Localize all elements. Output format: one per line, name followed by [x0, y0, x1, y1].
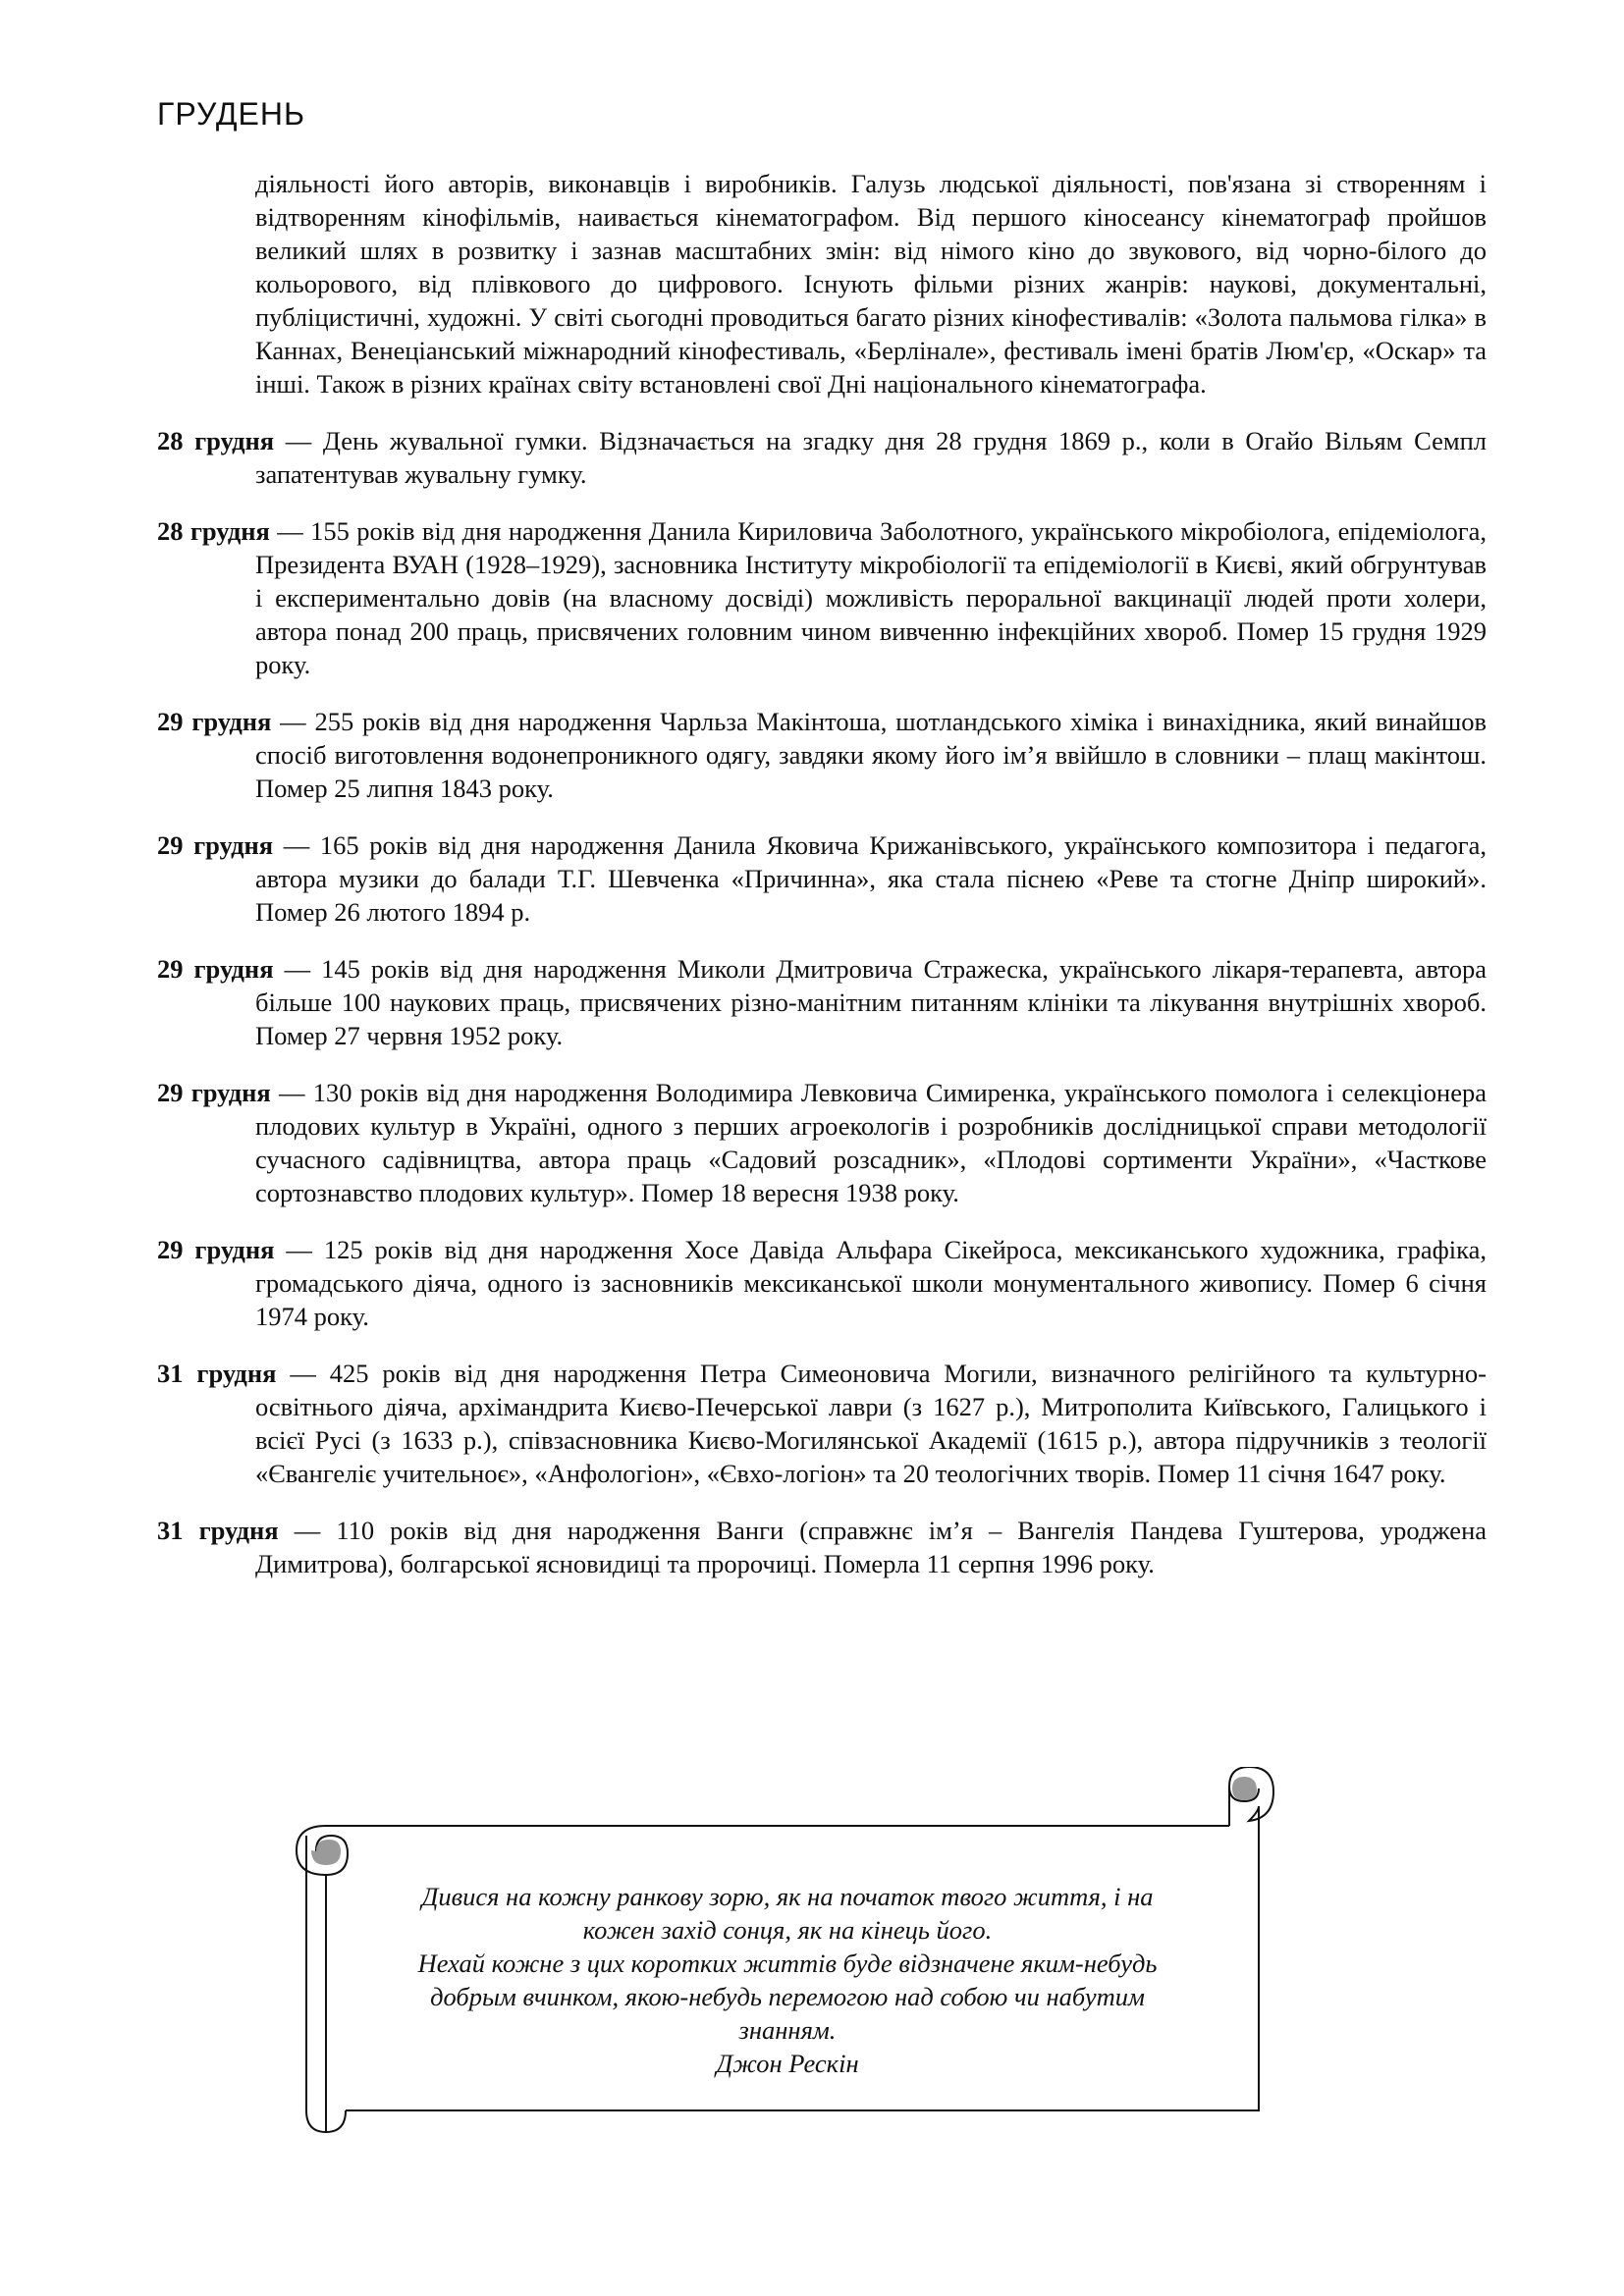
quote-line: знанням.	[738, 2015, 837, 2045]
quote-author: Джон Рескін	[716, 2049, 859, 2078]
entry-date: 29 грудня	[157, 1078, 271, 1107]
entry-vanga	[157, 1514, 1487, 1580]
entry-date: 29 грудня	[157, 954, 274, 984]
entry-kryzhanivskyi	[157, 828, 1487, 929]
entry-text: — 165 років від дня народження Данила Яковича Крижанівського, українського композитора і педагога, автора музики до балади Т.Г. Шевченка «Причинна», яка стала піснею «Реве та стогне Дніпр широкий». Помер 26 лютого 1894 р.	[255, 830, 1488, 927]
entry-date: 29 грудня	[157, 707, 272, 736]
intro-paragraph: діяльності його авторів, виконавців і виробників. Галузь людської діяльності, пов'язана зі створенням і відтворенням кінофільмів, наивається кінематографом. Від першого кіносеансу кінематограф пройшов великий шлях в розвитку і зазнав масштабних змін: від німого кіно до звукового, від чорно-білого до кольорового, від плівкового до цифрового. Існують фільми різних жанрів: наукові, документальні, публіцистичні, художні. У світі сьогодні проводиться багато різних кінофестивалів: «Золота пальмова гілка» в Каннах, Венеціанський міжнародний кінофестиваль, «Берлінале», фестиваль імені братів Люм'єр, «Оскар» та інші. Також в різних країнах світу встановлені свої Дні національного кінематографа.	[255, 169, 1487, 399]
entry-text: — День жувальної гумки. Відзначається на згадку дня 28 грудня 1869 р., коли в Огайо Вільям Семпл запатентував жувальну гумку.	[255, 426, 1488, 489]
entry-symyrenko	[157, 1076, 1487, 1209]
entry-text: — 130 років від дня народження Володимира Левковича Симиренка, українського помолога і селекціонера плодових культур в Україні, одного з перших агроекологів і розробників дослідницької справи методології сучасного садівництва, автора праць «Садовий розсадник», «Плодові сортименти України», «Часткове сортознавство плодових культур». Помер 18 вересня 1938 року.	[255, 1078, 1488, 1207]
entry-text: — 425 років від дня народження Петра Симеоновича Могили, визначного релігійного та культурно-освітнього діяча, архімандрита Києво-Печерської лаври (з 1627 р.), Митрополита Київського, Галицького і всієї Русі (з 1633 р.), співзасновника Києво-Могилянської Академії (1615 р.), автора підручників з теології «Євангеліє учительноє», «Анфологіон», «Євхо-логіон» та 20 теологічних творів. Помер 11 січня 1647 року.	[255, 1359, 1488, 1488]
entry-date: 31 грудня	[157, 1516, 279, 1545]
calendar-entries	[157, 167, 1487, 1604]
quote-scroll-banner	[287, 1767, 1286, 2140]
entry-date: 28 грудня	[157, 516, 270, 546]
entry-text: — 155 років від дня народження Данила Кириловича Заболотного, українського мікробіолога, епідеміолога, Президента ВУАН (1928–1929), засновника Інституту мікробіології та епідеміології в Києві, який обгрунтував і експериментально довів (на власному досвіді) можливість пероральної вакцинації людей проти холери, автора понад 200 праць, присвячених головним чином вивченню інфекційних хвороб. Помер 15 грудня 1929 року.	[255, 516, 1487, 679]
entry-zabolotnyi	[157, 514, 1487, 681]
quote-text	[346, 1880, 1229, 2080]
quote-line: Дивися на кожну ранкову зорю, як на початок твого життя, і на	[421, 1882, 1154, 1911]
quote-line: Нехай кожне з цих коротких життів буде відзначене яким-небудь	[417, 1949, 1158, 1978]
quote-line: кожен захід сонця, як на кінець його.	[582, 1915, 993, 1945]
page-header: ГРУДЕНЬ	[157, 96, 305, 132]
entry-siqueiros	[157, 1233, 1487, 1333]
entry-text: — 125 років від дня народження Хосе Давіда Альфара Сікейроса, мексиканського художника, графіка, громадського діяча, одного із засновників мексиканської школи монументального живопису. Помер 6 січня 1974 року.	[255, 1235, 1488, 1331]
entry-macintosh	[157, 705, 1487, 805]
entry-text: — 255 років від дня народження Чарльза Макінтоша, шотландського хіміка і винахідника, який винайшов спосіб виготовлення водонепроникного одягу, завдяки якому його ім’я ввійшло в словники – плащ макінтош. Помер 25 липня 1843 року.	[255, 707, 1487, 803]
entry-text: — 110 років від дня народження Ванги (справжнє ім’я – Вангелія Пандева Гуштерова, уроджена Димитрова), болгарської ясновидиці та пророчиці. Померла 11 серпня 1996 року.	[255, 1516, 1488, 1578]
entry-date: 29 грудня	[157, 1235, 275, 1264]
quote-line: добрым вчинком, якою-небудь перемогою над собою чи набутим	[430, 1982, 1145, 2011]
entry-date: 29 грудня	[157, 830, 274, 860]
entry-mohyla	[157, 1357, 1487, 1490]
entry-strazhesko	[157, 952, 1487, 1052]
entry-date: 31 грудня	[157, 1359, 277, 1388]
entry-date: 28 грудня	[157, 426, 275, 455]
entry-text: — 145 років від дня народження Миколи Дмитровича Стражеска, українського лікаря-терапевта, автора більше 100 наукових праць, присвячених різно-манітним питанням клініки та лікування внутрішніх хвороб. Помер 27 червня 1952 року.	[255, 954, 1488, 1050]
entry-chewing-gum-day	[157, 424, 1487, 491]
